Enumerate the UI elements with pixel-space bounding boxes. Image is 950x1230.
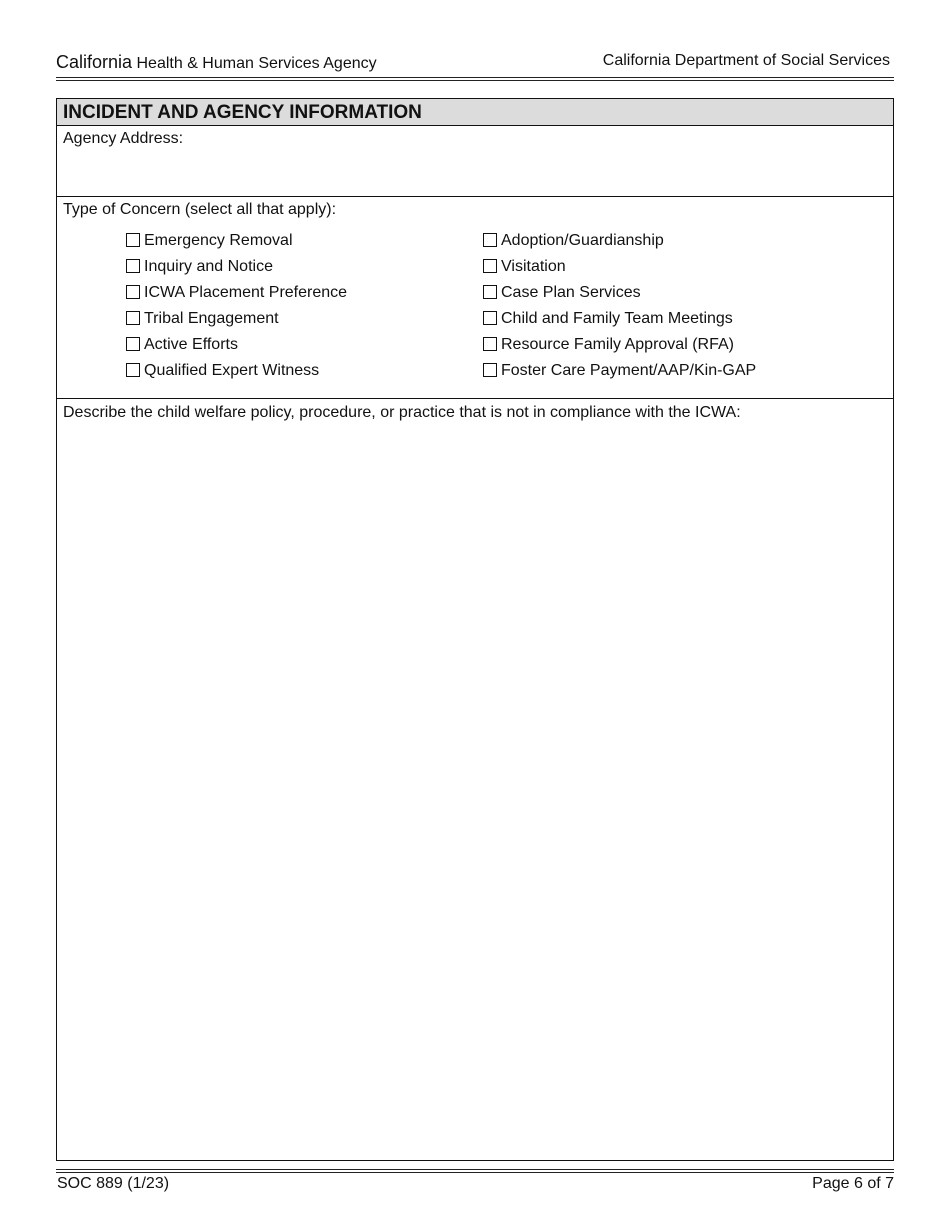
checkbox-box[interactable] — [126, 337, 140, 351]
checkbox-active-efforts[interactable] — [126, 336, 238, 356]
checkbox-label: Visitation — [501, 258, 566, 275]
checkbox-label: Foster Care Payment/AAP/Kin-GAP — [501, 362, 757, 379]
checkbox-label: Tribal Engagement — [144, 310, 279, 327]
checkbox-label: Case Plan Services — [501, 284, 641, 301]
checkbox-foster-care-payment[interactable] — [483, 362, 756, 382]
checkbox-visitation[interactable] — [483, 258, 566, 278]
checkbox-box[interactable] — [126, 285, 140, 299]
checkbox-qualified-expert-witness[interactable] — [126, 362, 319, 382]
checkbox-adoption-guardianship[interactable] — [483, 232, 664, 252]
checkbox-label: Resource Family Approval (RFA) — [501, 336, 734, 353]
checkbox-box[interactable] — [483, 233, 497, 247]
checkbox-box[interactable] — [126, 259, 140, 273]
checkbox-box[interactable] — [483, 285, 497, 299]
checkbox-label: Inquiry and Notice — [144, 258, 273, 275]
checkbox-box[interactable] — [126, 311, 140, 325]
describe-noncompliance-label: Describe the child welfare policy, procedure, or practice that is not in compliance with the ICWA: — [63, 404, 741, 421]
address-divider — [57, 196, 893, 197]
page-header — [56, 52, 890, 76]
agency-name-left — [56, 52, 377, 73]
checkbox-label: Child and Family Team Meetings — [501, 310, 733, 327]
checkbox-box[interactable] — [483, 259, 497, 273]
footer-divider — [56, 1169, 894, 1173]
page-indicator: Page 6 of 7 — [812, 1175, 894, 1192]
checkbox-resource-family-approval[interactable] — [483, 336, 734, 356]
header-divider — [56, 77, 894, 81]
checkbox-tribal-engagement[interactable] — [126, 310, 279, 330]
checkbox-box[interactable] — [483, 337, 497, 351]
checkbox-label: ICWA Placement Preference — [144, 284, 348, 301]
agency-address-label: Agency Address: — [63, 130, 184, 147]
checkbox-inquiry-and-notice[interactable] — [126, 258, 273, 278]
checkbox-icwa-placement-preference[interactable] — [126, 284, 347, 304]
agency-name-left-rest: Health & Human Services Agency — [132, 55, 377, 72]
agency-name-right: California Department of Social Services — [602, 52, 890, 69]
checkbox-child-family-team-meetings[interactable] — [483, 310, 733, 330]
concern-divider — [57, 398, 893, 399]
checkbox-box[interactable] — [126, 233, 140, 247]
checkbox-label: Qualified Expert Witness — [144, 362, 320, 379]
checkbox-label: Emergency Removal — [144, 232, 293, 249]
checkbox-box[interactable] — [483, 311, 497, 325]
incident-agency-section — [56, 98, 894, 1161]
form-number: SOC 889 (1/23) — [57, 1175, 170, 1192]
checkbox-box[interactable] — [126, 363, 140, 377]
agency-name-left-first: California — [56, 52, 133, 72]
checkbox-label: Active Efforts — [144, 336, 238, 353]
type-of-concern-label: Type of Concern (select all that apply): — [63, 201, 337, 218]
checkbox-emergency-removal[interactable] — [126, 232, 293, 252]
checkbox-box[interactable] — [483, 363, 497, 377]
section-title: INCIDENT AND AGENCY INFORMATION — [57, 99, 893, 126]
checkbox-case-plan-services[interactable] — [483, 284, 641, 304]
checkbox-label: Adoption/Guardianship — [501, 232, 664, 249]
